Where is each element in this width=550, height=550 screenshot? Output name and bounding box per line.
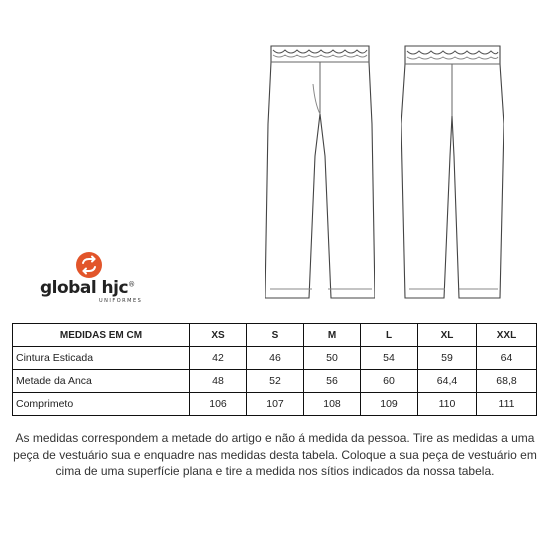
table-row <box>13 370 537 393</box>
table-cell: 64 <box>477 347 537 370</box>
table-cell: 107 <box>247 393 304 416</box>
row-label: Comprimeto <box>13 393 190 416</box>
header-size-l: L <box>361 324 418 347</box>
measurement-note: As medidas correspondem a metade do artigo e não á medida da pessoa. Tire as medidas a uma peça de vestuário sua e enquadre nas medidas desta tabela. Coloque a sua peça de vestuário em cima de uma superfície plana e tire a medida nos sítios indicados da nossa tabela. <box>13 431 537 478</box>
table-cell: 48 <box>190 370 247 393</box>
row-label: Cintura Esticada <box>13 347 190 370</box>
header-size-m: M <box>304 324 361 347</box>
header-measure: MEDIDAS EM CM <box>13 324 190 347</box>
pants-back-illustration <box>401 44 504 300</box>
table-cell: 110 <box>418 393 477 416</box>
table-cell: 54 <box>361 347 418 370</box>
table-cell: 68,8 <box>477 370 537 393</box>
logo-subtitle: UNIFORMES <box>99 298 143 304</box>
table-cell: 108 <box>304 393 361 416</box>
global-hjc-logo <box>40 252 170 304</box>
table-cell: 56 <box>304 370 361 393</box>
table-cell: 50 <box>304 347 361 370</box>
table-cell: 111 <box>477 393 537 416</box>
logo-wordmark: global hjc® <box>40 278 135 298</box>
table-cell: 42 <box>190 347 247 370</box>
table-row <box>13 347 537 370</box>
header-size-xl: XL <box>418 324 477 347</box>
table-cell: 106 <box>190 393 247 416</box>
table-cell: 46 <box>247 347 304 370</box>
table-cell: 64,4 <box>418 370 477 393</box>
table-cell: 60 <box>361 370 418 393</box>
header-size-s: S <box>247 324 304 347</box>
table-cell: 59 <box>418 347 477 370</box>
table-cell: 52 <box>247 370 304 393</box>
refresh-arrows-icon <box>76 252 102 278</box>
pants-front-illustration <box>265 44 375 300</box>
header-size-xxl: XXL <box>477 324 537 347</box>
table-header-row <box>13 324 537 347</box>
size-chart-table <box>12 323 537 416</box>
table-row <box>13 393 537 416</box>
header-size-xs: XS <box>190 324 247 347</box>
row-label: Metade da Anca <box>13 370 190 393</box>
table-cell: 109 <box>361 393 418 416</box>
